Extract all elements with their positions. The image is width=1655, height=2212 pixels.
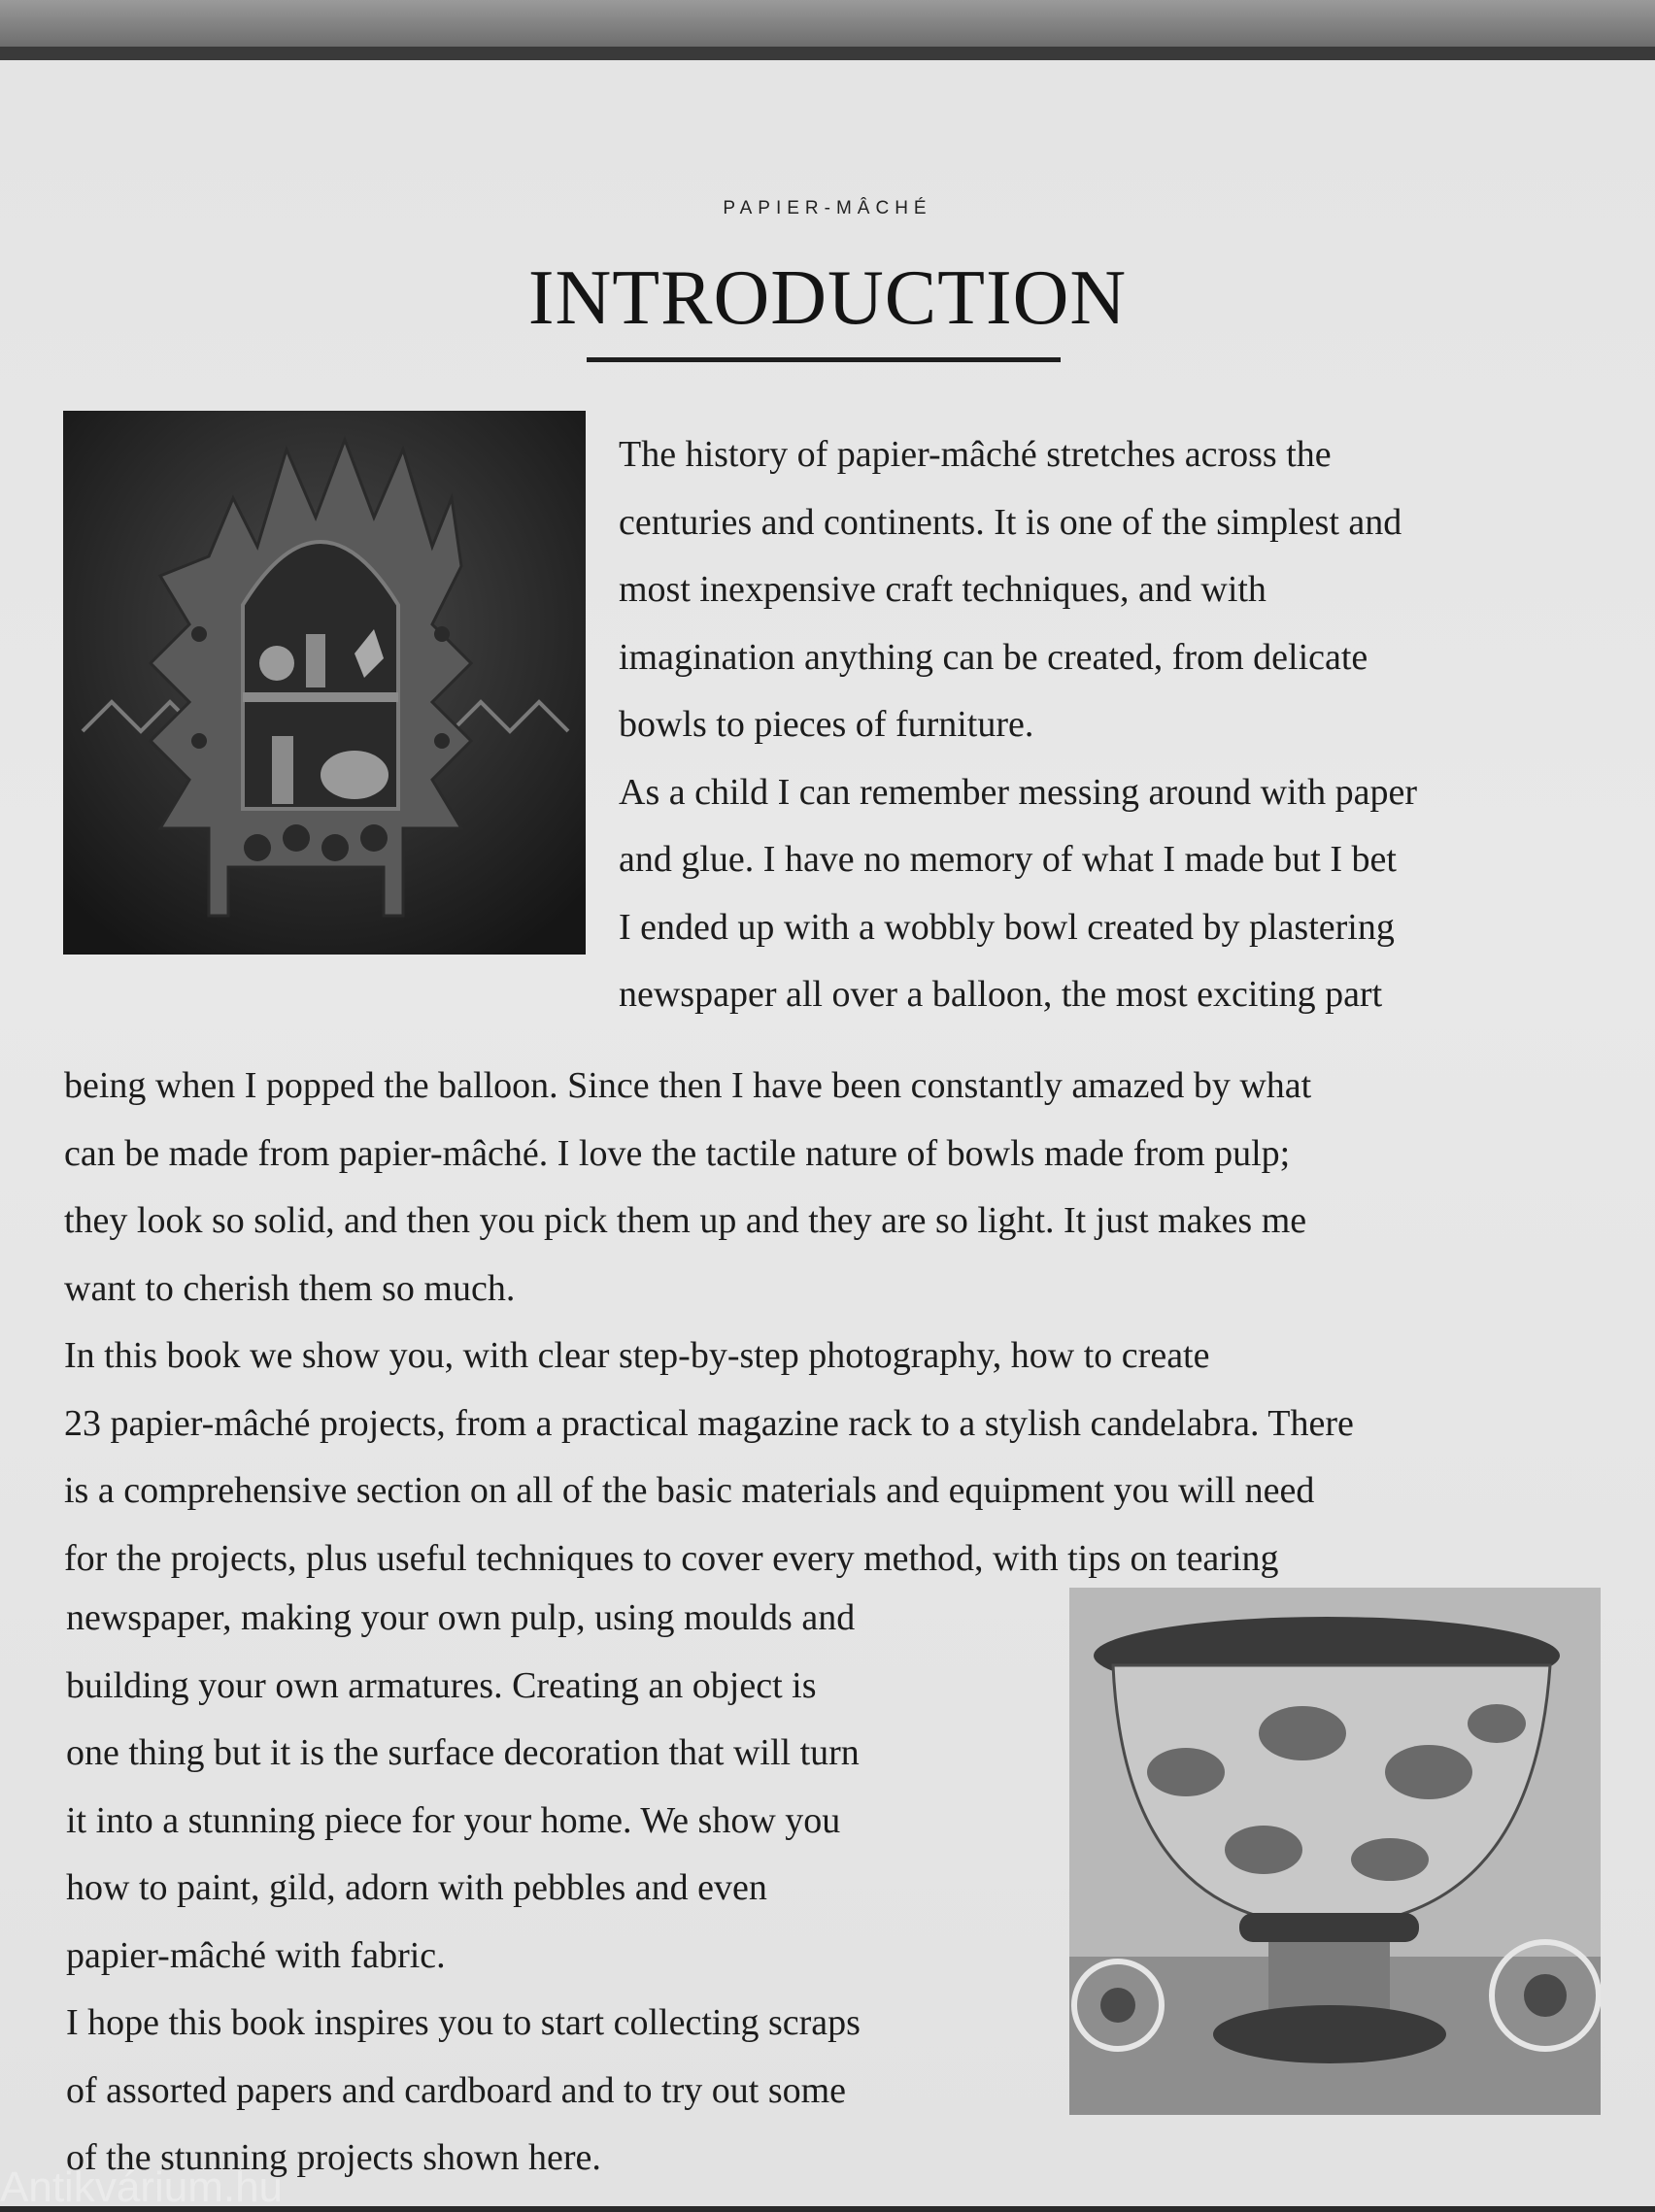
- text-line: of assorted papers and cardboard and to try out some: [66, 2069, 847, 2111]
- text-line: bowls to pieces of furniture.: [619, 704, 1034, 745]
- background-surface: [0, 0, 1655, 47]
- title-underline: [587, 357, 1061, 362]
- text-line: newspaper, making your own pulp, using moulds and: [66, 1597, 856, 1638]
- text-line: building your own armatures. Creating an object is: [66, 1664, 817, 1706]
- text-line: for the projects, plus useful techniques to cover every method, with tips on tearing: [64, 1537, 1279, 1579]
- text-line: The history of papier-mâché stretches across the: [619, 434, 1332, 475]
- text-line: of the stunning projects shown here.: [66, 2137, 601, 2178]
- book-page: [0, 60, 1655, 2211]
- watermark: Antikvárium.hu: [0, 2163, 284, 2211]
- text-line: I hope this book inspires you to start collecting scraps: [66, 2002, 861, 2043]
- text-line: imagination anything can be created, from delicate: [619, 636, 1368, 678]
- bowl-photo-icon: [1069, 1588, 1601, 2115]
- shrine-photo-icon: [63, 411, 586, 955]
- text-line: papier-mâché with fabric.: [66, 1934, 446, 1976]
- text-line: As a child I can remember messing around with paper: [619, 771, 1418, 813]
- text-line: being when I popped the balloon. Since then I have been constantly amazed by what: [64, 1065, 1312, 1106]
- intro-right-column: [619, 421, 1417, 1029]
- text-line: In this book we show you, with clear step-by-step photography, how to create: [64, 1335, 1210, 1376]
- text-line: and glue. I have no memory of what I made but I bet: [619, 839, 1397, 880]
- text-line: want to cherish them so much.: [64, 1267, 516, 1309]
- page-title: INTRODUCTION: [527, 255, 1128, 341]
- intro-left-column: [66, 1585, 861, 2193]
- intro-full-width-text: [64, 1053, 1354, 1592]
- text-line: I ended up with a wobbly bowl created by plastering: [619, 906, 1395, 948]
- text-line: how to paint, gild, adorn with pebbles and even: [66, 1867, 767, 1908]
- text-line: it into a stunning piece for your home. We show you: [66, 1799, 841, 1841]
- text-line: 23 papier-mâché projects, from a practical magazine rack to a stylish candelabra. There: [64, 1402, 1354, 1444]
- text-line: most inexpensive craft techniques, and with: [619, 569, 1267, 610]
- page-kicker: PAPIER-MÂCHÉ: [723, 198, 932, 218]
- bowl-photo: [1069, 1588, 1601, 2115]
- text-line: newspaper all over a balloon, the most exciting part: [619, 974, 1383, 1015]
- shrine-photo: [63, 411, 586, 955]
- text-line: one thing but it is the surface decoration that will turn: [66, 1732, 860, 1773]
- text-line: is a comprehensive section on all of the basic materials and equipment you will need: [64, 1470, 1315, 1511]
- text-line: they look so solid, and then you pick them up and they are so light. It just makes me: [64, 1200, 1307, 1241]
- text-line: centuries and continents. It is one of the simplest and: [619, 501, 1402, 543]
- text-line: can be made from papier-mâché. I love the tactile nature of bowls made from pulp;: [64, 1132, 1291, 1174]
